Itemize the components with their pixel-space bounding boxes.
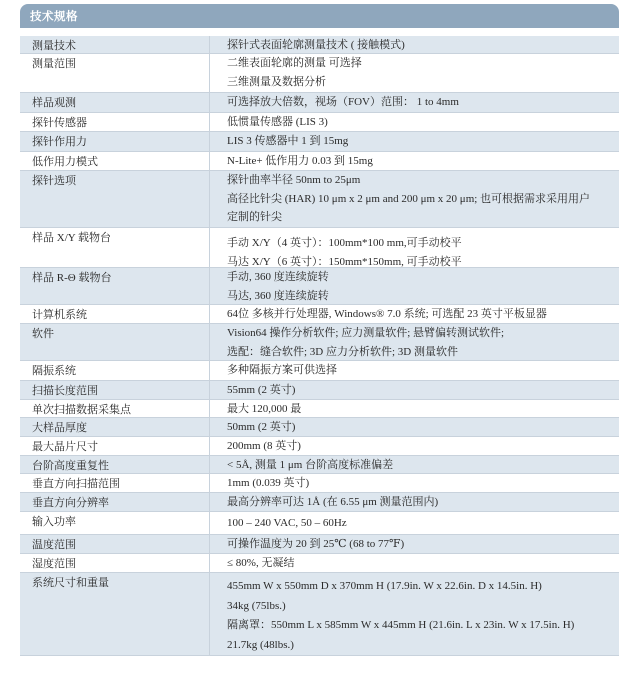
spec-value	[210, 324, 619, 360]
spec-row	[20, 152, 619, 171]
spec-value-line: ≤ 80%, 无凝结	[227, 557, 295, 569]
spec-row	[20, 361, 619, 381]
spec-value-line: 手动, 360 度连续旋转	[227, 271, 329, 283]
spec-value	[210, 54, 619, 92]
spec-value-line: 21.7kg (48lbs.)	[227, 638, 294, 651]
spec-value	[210, 573, 619, 655]
spec-value-line: 455mm W x 550mm D x 370mm H (17.9in. W x 22.6in. D x 14.5in. H)	[227, 580, 542, 592]
spec-value	[210, 474, 619, 492]
spec-value	[210, 381, 619, 399]
spec-label: 大样品厚度	[20, 418, 210, 436]
spec-value-line: 可选择放大倍数，视场（FOV）范围： 1 to 4mm	[227, 96, 459, 108]
spec-value	[210, 228, 619, 267]
spec-label: 单次扫描数据采集点	[20, 400, 210, 417]
spec-row	[20, 554, 619, 573]
spec-value	[210, 171, 619, 227]
spec-label: 隔振系统	[20, 361, 210, 380]
spec-label: 样品 X/Y 载物台	[20, 228, 210, 267]
spec-value	[210, 152, 619, 170]
spec-label: 测量技术	[20, 36, 210, 53]
spec-value-line: 64位 多核并行处理器, Windows® 7.0 系统; 可选配 23 英寸平板显器	[227, 308, 547, 320]
spec-row	[20, 324, 619, 361]
spec-value	[210, 305, 619, 323]
spec-value-line: LIS 3 传感器中 1 到 15mg	[227, 135, 349, 147]
spec-row	[20, 474, 619, 493]
spec-value-line: 马达, 360 度连续旋转	[227, 289, 329, 302]
spec-row	[20, 493, 619, 512]
spec-value	[210, 418, 619, 436]
spec-row	[20, 268, 619, 305]
spec-value	[210, 268, 619, 304]
spec-row	[20, 437, 619, 456]
spec-label: 系统尺寸和重量	[20, 573, 210, 655]
spec-value-line: 34kg (75lbs.)	[227, 599, 286, 612]
spec-label: 样品观测	[20, 93, 210, 112]
spec-value-line: < 5Å, 测量 1 μm 台阶高度标准偏差	[227, 459, 394, 471]
spec-label: 湿度范围	[20, 554, 210, 572]
spec-row	[20, 512, 619, 535]
spec-label: 样品 R-Θ 载物台	[20, 268, 210, 304]
spec-row	[20, 535, 619, 554]
spec-value-line: 最高分辨率可达 1Å (在 6.55 μm 测量范围内)	[227, 496, 439, 508]
spec-value-line: 高径比针尖 (HAR) 10 μm x 2 μm and 200 μm x 20 μm; 也可根据需求采用用户	[227, 192, 591, 205]
spec-value	[210, 535, 619, 553]
spec-value	[210, 456, 619, 473]
spec-row	[20, 171, 619, 228]
spec-value	[210, 437, 619, 455]
spec-value-line: 二维表面轮廓的测量 可选择	[227, 57, 362, 69]
spec-row	[20, 54, 619, 93]
spec-value-line: 100 – 240 VAC, 50 – 60Hz	[227, 517, 347, 529]
spec-label: 温度范围	[20, 535, 210, 553]
spec-label: 低作用力模式	[20, 152, 210, 170]
spec-row	[20, 132, 619, 152]
spec-value	[210, 132, 619, 151]
spec-value-line: 探针曲率半径 50nm to 25μm	[227, 174, 361, 186]
spec-value-line: 手动 X/Y（4 英寸）：100mm*100 mm,可手动校平	[227, 237, 462, 249]
spec-value	[210, 554, 619, 572]
spec-value-line: 多种隔振方案可供选择	[227, 364, 337, 376]
spec-label: 垂直方向扫描范围	[20, 474, 210, 492]
spec-row	[20, 305, 619, 324]
spec-value	[210, 400, 619, 417]
spec-label: 探针作用力	[20, 132, 210, 151]
spec-label: 计算机系统	[20, 305, 210, 323]
spec-value	[210, 361, 619, 380]
spec-label: 垂直方向分辨率	[20, 493, 210, 511]
spec-value-line: 最大 120,000 最	[227, 403, 302, 415]
spec-label: 扫描长度范围	[20, 381, 210, 399]
spec-value-line: 低惯量传感器 (LIS 3)	[227, 116, 328, 128]
spec-row	[20, 381, 619, 400]
spec-value	[210, 113, 619, 131]
spec-value	[210, 93, 619, 112]
spec-value-line: 1mm (0.039 英寸)	[227, 477, 310, 489]
spec-value-line: 隔离罩：550mm L x 585mm W x 445mm H (21.6in. L x 23in. W x 17.5in. H)	[227, 619, 575, 631]
spec-row	[20, 400, 619, 418]
spec-value-line: Vision64 操作分析软件; 应力测量软件; 悬臂偏转测试软件;	[227, 327, 505, 339]
spec-value	[210, 493, 619, 511]
spec-row	[20, 573, 619, 656]
spec-label: 软件	[20, 324, 210, 360]
spec-value-line: 马达 X/Y（6 英寸）：150mm*150mm, 可手动校平	[227, 255, 462, 268]
spec-value	[210, 36, 619, 53]
spec-value-line: 55mm (2 英寸)	[227, 384, 296, 396]
spec-value-line: 选配：缝合软件; 3D 应力分析软件; 3D 测量软件	[227, 345, 458, 358]
spec-row	[20, 228, 619, 268]
section-header	[20, 4, 619, 28]
spec-label: 测量范围	[20, 54, 210, 92]
spec-row	[20, 36, 619, 54]
spec-value-line: 探针式表面轮廓测量技术 ( 接触模式)	[227, 39, 405, 51]
spec-row	[20, 93, 619, 113]
section-title: 技术规格	[30, 9, 78, 23]
spec-value	[210, 512, 619, 534]
spec-value-line: N-Lite+ 低作用力 0.03 到 15mg	[227, 155, 373, 167]
spec-label: 最大晶片尺寸	[20, 437, 210, 455]
spec-value-line: 200mm (8 英寸)	[227, 440, 301, 452]
spec-value-line: 三维测量及数据分析	[227, 75, 326, 88]
spec-row	[20, 456, 619, 474]
spec-row	[20, 418, 619, 437]
spec-row	[20, 113, 619, 132]
spec-label: 输入功率	[20, 512, 210, 534]
spec-value-line: 可操作温度为 20 到 25℃ (68 to 77℉)	[227, 538, 405, 550]
spec-label: 台阶高度重复性	[20, 456, 210, 473]
spec-value-line: 定制的针尖	[227, 211, 282, 223]
spec-table	[20, 36, 619, 656]
spec-label: 探针选项	[20, 171, 210, 227]
spec-label: 探针传感器	[20, 113, 210, 131]
spec-value-line: 50mm (2 英寸)	[227, 421, 296, 433]
